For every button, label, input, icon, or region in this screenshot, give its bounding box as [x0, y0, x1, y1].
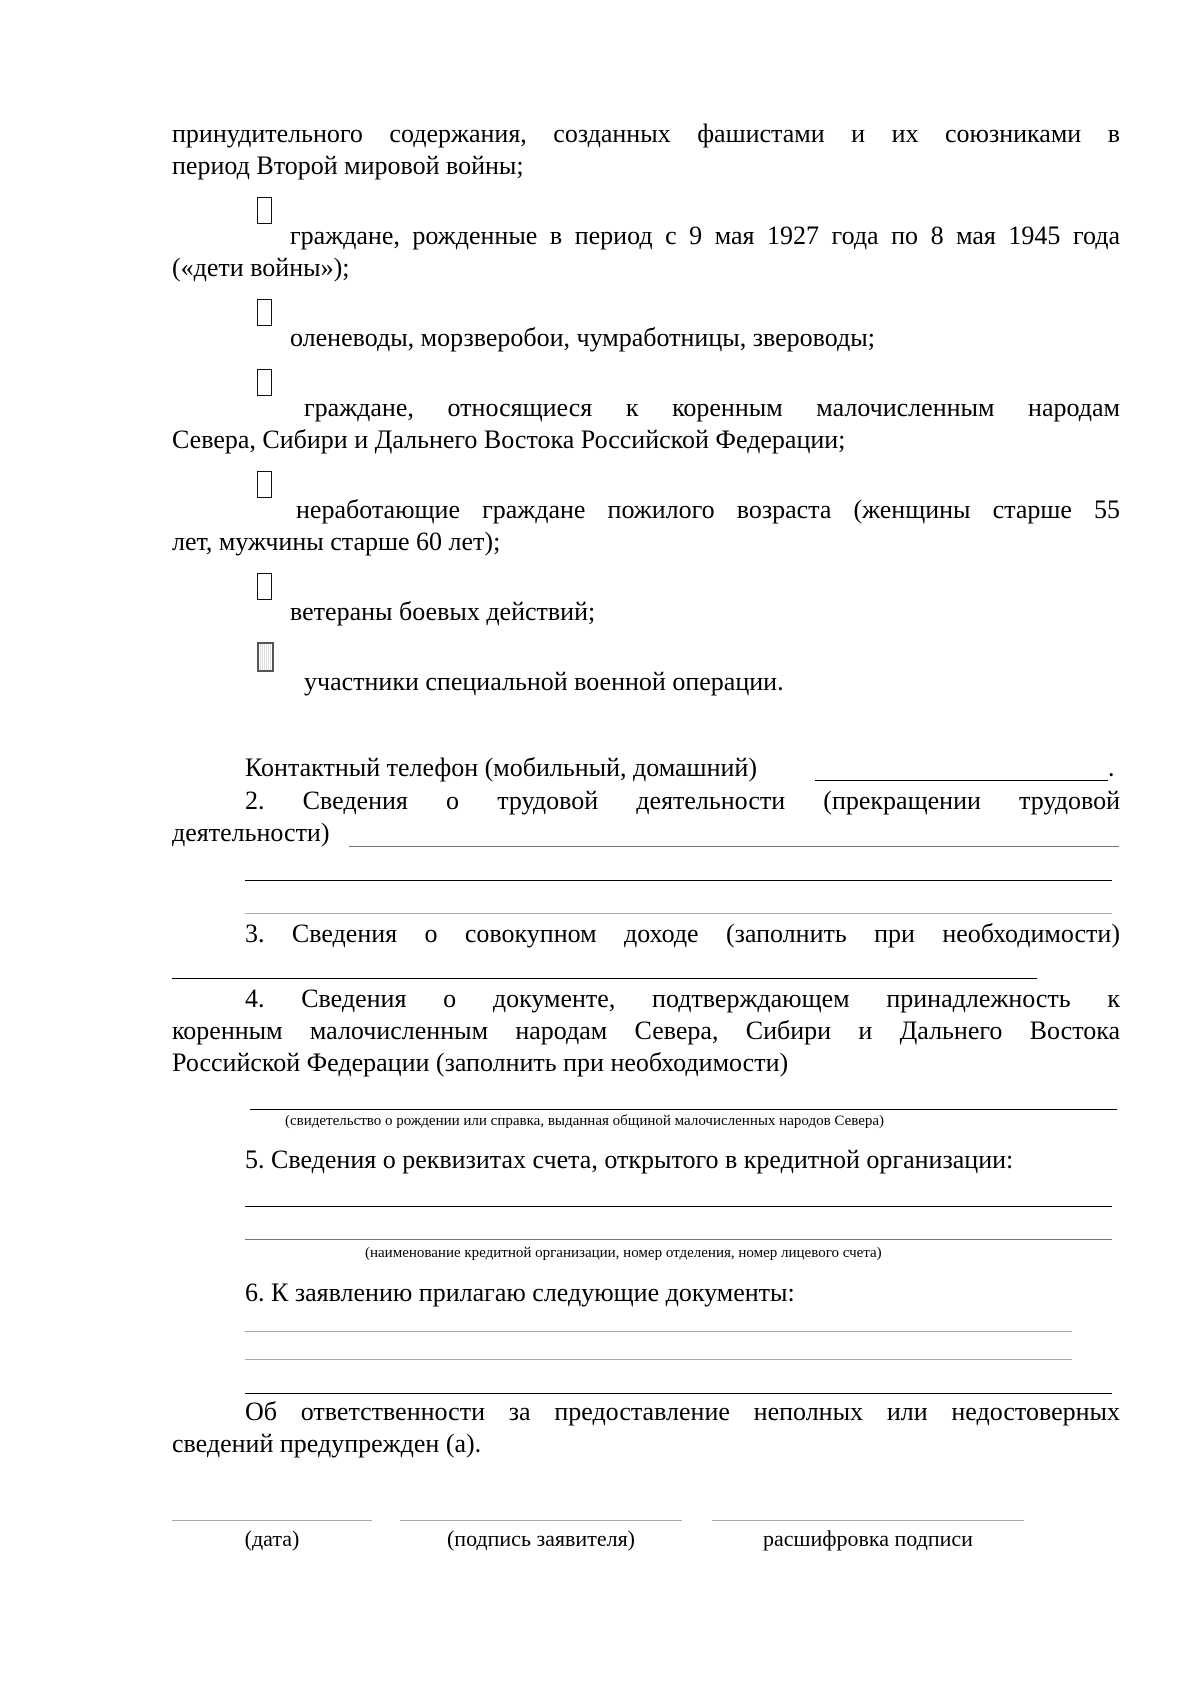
phone-period: .: [1108, 753, 1115, 782]
attachments-input-line[interactable]: [245, 1359, 1072, 1360]
checkbox-reindeer-herders[interactable]: [257, 299, 272, 326]
bank-details-input-line[interactable]: [245, 1206, 1112, 1207]
phone-input-line[interactable]: [815, 780, 1108, 781]
section-line: коренным малочисленным народам Севера, Сибири и Дальнего Востока: [172, 1016, 1120, 1045]
responsibility-line: Об ответственности за предоставление неполных или недостоверных: [245, 1397, 1120, 1426]
category-line: Севера, Сибири и Дальнего Востока Российской Федерации;: [172, 425, 846, 454]
category-combat-veterans: ветераны боевых действий;: [290, 597, 596, 626]
responsibility-statement: [245, 1396, 1120, 1428]
category-line: неработающие граждане пожилого возраста (женщины старше 55: [296, 495, 1120, 524]
work-activity-input-line[interactable]: [349, 846, 1119, 847]
category-elderly: [296, 494, 1120, 526]
signature-label: (подпись заявителя): [446, 1526, 636, 1551]
checkbox-children-of-war[interactable]: [257, 197, 272, 224]
attachments-input-line[interactable]: [245, 1393, 1112, 1394]
category-indigenous-peoples: [304, 392, 1120, 424]
category-reindeer-herders: оленеводы, морзверобои, чумработницы, звероводы;: [290, 323, 875, 352]
section-2-continuation: деятельности): [172, 818, 330, 847]
section-6-title: 6. К заявлению прилагаю следующие документы:: [245, 1278, 795, 1307]
section-line: 3. Сведения о совокупном доходе (заполнить при необходимости): [245, 919, 1120, 948]
work-activity-input-line[interactable]: [245, 913, 1112, 914]
section-4-line-2: [172, 1015, 1120, 1047]
document-input-line[interactable]: [250, 1109, 1117, 1110]
category-line: лет, мужчины старше 60 лет);: [172, 527, 501, 556]
section-3-title: [245, 918, 1120, 950]
category-line: («дети войны»);: [172, 253, 350, 282]
section-4-line-3: Российской Федерации (заполнить при необходимости): [172, 1048, 789, 1077]
checkbox-indigenous-peoples[interactable]: [257, 369, 272, 396]
bank-details-hint: (наименование кредитной организации, номер отделения, номер лицевого счета): [365, 1245, 882, 1261]
checkbox-elderly[interactable]: [257, 471, 272, 498]
bank-details-input-line[interactable]: [245, 1239, 1112, 1240]
category-children-of-war: [290, 220, 1120, 252]
income-input-line[interactable]: [172, 978, 1037, 979]
intro-paragraph: [172, 118, 1120, 182]
category-line: граждане, рожденные в период с 9 мая 1927 года по 8 мая 1945 года: [290, 221, 1120, 250]
document-hint: (свидетельство о рождении или справка, выданная общиной малочисленных народов Севера): [285, 1113, 885, 1129]
category-line: граждане, относящиеся к коренным малочисленным народам: [304, 393, 1120, 422]
section-4-title: [245, 983, 1120, 1015]
category-svo-participants: участники специальной военной операции.: [304, 667, 784, 696]
checkbox-svo-participants[interactable]: [257, 642, 274, 672]
section-2-title: [245, 785, 1120, 817]
section-line: 2. Сведения о трудовой деятельности (прекращении трудовой: [245, 786, 1120, 815]
section-5-title: 5. Сведения о реквизитах счета, открытого в кредитной организации:: [245, 1145, 1014, 1174]
date-label: (дата): [244, 1526, 300, 1551]
signature-decode-input-line[interactable]: [712, 1520, 1024, 1521]
date-input-line[interactable]: [172, 1520, 372, 1521]
responsibility-line: сведений предупрежден (а).: [172, 1429, 482, 1458]
checkbox-combat-veterans[interactable]: [257, 573, 272, 600]
phone-label: Контактный телефон (мобильный, домашний): [245, 753, 757, 782]
signature-decode-label: расшифровка подписи: [763, 1526, 973, 1551]
attachments-input-line[interactable]: [245, 1331, 1072, 1332]
intro-line-2: период Второй мировой войны;: [172, 151, 524, 180]
work-activity-input-line[interactable]: [245, 880, 1112, 881]
intro-line-1: принудительного содержания, созданных фашистами и их союзниками в: [172, 119, 1120, 148]
section-line: 4. Сведения о документе, подтверждающем принадлежность к: [245, 984, 1120, 1013]
signature-input-line[interactable]: [400, 1520, 682, 1521]
